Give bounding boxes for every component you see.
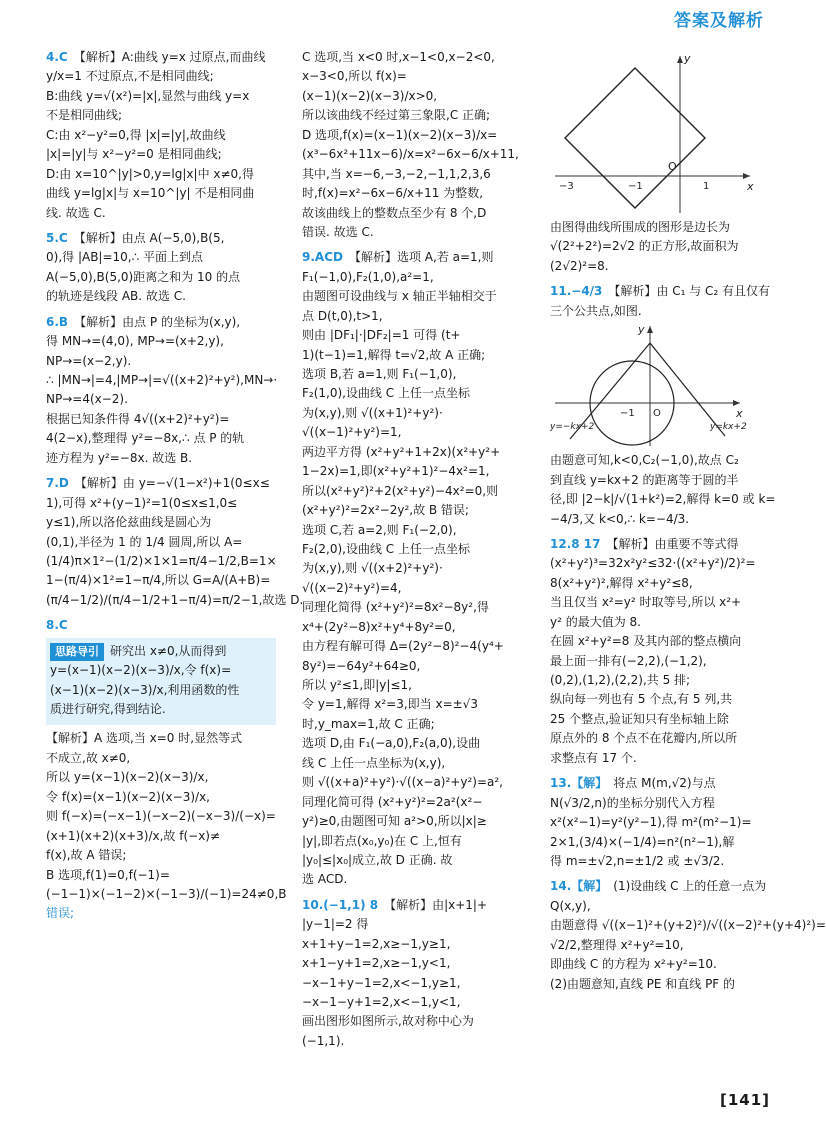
question-14 (550, 877, 826, 994)
text-line: F₂(1,0),设曲线 C 上任一点坐标 (302, 386, 470, 401)
text-line: 则 f(−x)=(−x−1)(−x−2)(−x−3)/(−x)= (46, 809, 276, 824)
x-axis-label: x (747, 180, 754, 193)
text-line: 则 √((x+a)²+y²)·√((x−a)²+y²)=a², (302, 775, 503, 790)
text-line: 线 C 上任一点坐标为(x,y), (302, 755, 446, 770)
text-line: 即曲线 C 的方程为 x²+y²=10. (550, 957, 717, 972)
text-line: 曲线 y=lg|x|与 x=10^|y| 不是相同曲 (46, 186, 255, 201)
figure-10-square-graph (550, 48, 770, 218)
text-line: 同理化简可得 (x²+y²)²=2a²(x²− (302, 794, 483, 809)
text-line: 径,即 |2−k|/√(1+k²)=2,解得 k=0 或 k= (550, 492, 776, 507)
text-line: 25 个整点,验证知只有坐标轴上除 (550, 711, 729, 726)
answer: C (58, 230, 68, 245)
question-number: 11. (550, 284, 572, 299)
text-line: 所以 y²≤1,即|y|≤1, (302, 678, 412, 692)
text-line: 时,y_max=1,故 C 正确; (302, 716, 435, 731)
answer: B (58, 314, 69, 329)
tick-label: −3 (559, 181, 574, 192)
text-line: 由方程有解可得 Δ=(2y²−8)²−4(y⁴+ (302, 639, 504, 654)
text-line: B 选项,f(1)=0,f(−1)= (46, 867, 170, 882)
tick-label: 1 (703, 181, 710, 192)
question-number: 6. (46, 314, 59, 329)
x-axis-arrow (733, 400, 740, 406)
text-line: 点 D(t,0),t>1, (302, 308, 383, 323)
text-line: 所以该曲线不经过第三象限,C 正确; (302, 108, 491, 123)
text-line: 令 y=1,解得 x²=3,即当 x=±√3 (302, 697, 478, 712)
text-line: 令 f(x)=(x−1)(x−2)(x−3)/x, (46, 789, 210, 804)
text-line: 【解析】由点 P 的坐标为(x,y), (74, 314, 241, 329)
text-line: (π/4−1/2)/(π/4−1/2+1−π/4)=π/2−1,故选 D. (46, 592, 304, 607)
text-line: (x²+y²)²=2x²−2y²,故 B 错误; (302, 503, 469, 518)
figure-11-circle-lines (550, 321, 770, 451)
text-line: −x−1−y+1=2,x<−1,y<1, (302, 995, 461, 1009)
text-line: 错误; (46, 906, 75, 921)
text-line: 【解析】由重要不等式得 (606, 536, 739, 551)
text-line: (x−1)(x−2)(x−3)/x,利用函数的性 (50, 682, 240, 697)
text-line: y/x=1 不过原点,不是相同曲线; (46, 69, 214, 84)
text-line: √(2²+2²)=2√2 的正方形,故面积为 (550, 239, 739, 254)
question-5 (46, 229, 276, 307)
question-number: 12. (550, 536, 572, 551)
text-line: 为(x,y),则 √((x+1)²+y²)· (302, 405, 443, 420)
text-line: 原点外的 8 个点不在花瓣内,所以所 (550, 731, 738, 746)
question-number: 8. (46, 618, 59, 633)
text-line: 由图得曲线所围成的图形是边长为 (550, 220, 731, 234)
y-axis-arrow (677, 56, 683, 63)
text-line: NP→=4(x−2). (46, 392, 128, 407)
text-line: NP→=(x−2,y). (46, 353, 132, 368)
column-2 (302, 48, 520, 1057)
text-line: 当且仅当 x²=y² 时取等号,所以 x²+ (550, 595, 742, 610)
text-line: 不成立,故 x≠0, (46, 750, 131, 765)
text-line: 【解析】A 选项,当 x=0 时,显然等式 (46, 731, 243, 746)
text-line: 得 MN→=(4,0), MP→=(x+2,y), (46, 334, 224, 349)
text-line: F₁(−1,0),F₂(1,0),a²=1, (302, 269, 434, 284)
text-line: |x|=|y|与 x²−y²=0 是相同曲线; (46, 147, 222, 162)
text-line: D 选项,f(x)=(x−1)(x−2)(x−3)/x= (302, 127, 498, 142)
answer: 【解】 (571, 879, 608, 894)
text-line: 其中,当 x=−6,−3,−2,−1,1,2,3,6 (302, 166, 491, 181)
text-line: 选项 C,若 a=2,则 F₁(−2,0), (302, 522, 457, 537)
text-line: x+1−y+1=2,x≥−1,y<1, (302, 956, 451, 971)
text-line: y≤1),所以洛伦兹曲线是圆心为 (46, 515, 212, 530)
text-line: 最上面一排有(−2,2),(−1,2), (550, 653, 707, 668)
question-10 (302, 896, 520, 1052)
text-line: 在圆 x²+y²=8 及其内部的整点横向 (550, 634, 742, 649)
question-10-continued (550, 218, 772, 276)
text-line: (−1−1)×(−1−2)×(−1−3)/(−1)=24≠0,B (46, 886, 287, 901)
answer: 8 17 (571, 536, 601, 551)
answer: (−1,1) 8 (323, 897, 379, 912)
text-line: F₂(2,0),设曲线 C 上任一点坐标 (302, 541, 470, 556)
text-line: 不是相同曲线; (46, 108, 123, 123)
answer: ACD (314, 250, 343, 265)
text-line: (−1,1). (302, 1033, 345, 1048)
text-line: 2×1,(3/4)×(−1/4)=n²(n²−1),解 (550, 834, 735, 849)
text-line: x+1+y−1=2,x≥−1,y≥1, (302, 936, 451, 951)
text-line: 选项 B,若 a=1,则 F₁(−1,0), (302, 367, 457, 381)
page-number: [141] (719, 1090, 770, 1109)
text-line: 错误. 故选 C. (302, 224, 374, 239)
text-line: 为(x,y),则 √((x+2)²+y²)· (302, 561, 443, 576)
text-line: 由题意得 √((x−1)²+(y+2)²)/√((x−2)²+(y+4)²)= (550, 918, 826, 933)
text-line: 1−2x)=1,即(x²+y²+1)²−4x²=1, (302, 464, 490, 479)
text-line: y=(x−1)(x−2)(x−3)/x,令 f(x)= (50, 663, 232, 678)
text-line: 由题意可知,k<0,C₂(−1,0),故点 C₂ (550, 453, 739, 468)
question-number: 9. (302, 250, 315, 265)
text-line: 画出图形如图所示,故对称中心为 (302, 1014, 474, 1029)
text-line: 1)(t−1)=1,解得 t=√2,故 A 正确; (302, 347, 486, 362)
text-line: B:曲线 y=√(x²)=|x|,显然与曲线 y=x (46, 88, 250, 103)
text-line: Q(x,y), (550, 898, 591, 913)
text-line: |y|,即若点(x₀,y₀)在 C 上,恒有 (302, 833, 462, 848)
text-line: 则由 |DF₁|·|DF₂|=1 可得 (t+ (302, 328, 461, 343)
question-number: 5. (46, 230, 59, 245)
x-axis-label: x (736, 407, 743, 421)
text-line: 1−(π/4)×1²=1−π/4,所以 G=A/(A+B)= (46, 573, 271, 588)
text-line: (x³−6x²+11x−6)/x=x²−6x−6/x+11, (302, 147, 519, 162)
question-11 (550, 282, 776, 529)
text-line: 求整点有 17 个. (550, 750, 637, 765)
text-line: 质进行研究,得到结论. (50, 702, 166, 716)
text-line: C:由 x²−y²=0,得 |x|=|y|,故曲线 (46, 127, 226, 142)
origin-label: O (668, 160, 677, 173)
text-line: 时,f(x)=x²−6x−6/x+11 为整数, (302, 186, 484, 201)
column-1 (46, 48, 304, 930)
header-title: 答案及解析 (674, 11, 764, 31)
text-line: 同理化简得 (x²+y²)²=8x²−8y²,得 (302, 600, 489, 615)
text-line: 【解析】A:曲线 y=x 过原点,而曲线 (73, 50, 266, 64)
text-line: 【解析】由 y=−√(1−x²)+1(0≤x≤ (74, 476, 270, 491)
answer: D (58, 476, 69, 491)
text-line: (1)设曲线 C 上的任意一点为 (613, 879, 767, 894)
text-line: −x−1+y−1=2,x<−1,y≥1, (302, 975, 461, 990)
question-number: 14. (550, 879, 572, 894)
origin-label: O (653, 408, 661, 420)
answer: 【解】 (571, 776, 608, 791)
text-line: 【解析】由|x+1|+ (384, 897, 488, 912)
text-line: 到直线 y=kx+2 的距离等于圆的半 (550, 472, 739, 487)
text-line: 0),得 |AB|=10,∴ 平面上到点 (46, 250, 204, 265)
text-line: (x−1)(x−2)(x−3)/x>0, (302, 88, 438, 103)
text-line: (x+1)(x+2)(x+3)/x,故 f(−x)≠ (46, 828, 221, 843)
x-axis-arrow (743, 173, 750, 179)
text-line: y² 的最大值为 8. (550, 614, 641, 629)
text-line: (2)由题意知,直线 PE 和直线 PF 的 (550, 976, 736, 991)
text-line: 所以 y=(x−1)(x−2)(x−3)/x, (46, 770, 209, 785)
question-6 (46, 313, 276, 469)
text-line: 4(2−x),整理得 y²=−8x,∴ 点 P 的轨 (46, 431, 245, 446)
y-axis-label: y (638, 323, 645, 337)
text-line: 线. 故选 C. (46, 205, 106, 220)
text-line: √2/2,整理得 x²+y²=10, (550, 937, 684, 952)
text-line: 故该曲线上的整数点至少有 8 个,D (302, 205, 487, 220)
text-line: x−3<0,所以 f(x)= (302, 69, 407, 84)
column-3 (550, 48, 826, 1000)
text-line: N(√3/2,n)的坐标分别代入方程 (550, 795, 715, 810)
text-line: 【解析】由 C₁ 与 C₂ 有且仅有 (608, 284, 771, 299)
text-line: y²)≥0,由题图可知 a²>0,所以|x|≥ (302, 814, 487, 829)
y-axis-label: y (684, 52, 691, 65)
tick-label: −1 (628, 181, 643, 192)
text-line: √((x−1)²+y²)=1, (302, 425, 402, 440)
question-7 (46, 474, 304, 610)
tick-label: −1 (620, 408, 635, 420)
text-line: 所以(x²+y²)²+2(x²+y²)−4x²=0,则 (302, 483, 499, 498)
text-line: C 选项,当 x<0 时,x−1<0,x−2<0, (302, 50, 495, 64)
text-line: 根据已知条件得 4√((x+2)²+y²)= (46, 411, 230, 426)
text-line: (1/4)π×1²−(1/2)×1×1=π/4−1/2,B=1× (46, 553, 277, 568)
text-line: 【解析】由点 A(−5,0),B(5, (73, 230, 225, 245)
y-axis-arrow (647, 326, 653, 333)
question-13 (550, 774, 772, 871)
text-line: 由题图可设曲线与 x 轴正半轴相交于 (302, 289, 497, 304)
text-line: 的轨迹是线段 AB. 故选 C. (46, 289, 186, 304)
text-line: |y−1|=2 得 (302, 917, 369, 932)
question-number: 13. (550, 776, 572, 791)
text-line: x⁴+(2y²−8)x²+y⁴+8y²=0, (302, 619, 456, 634)
text-line: 纵向每一列也有 5 个点,有 5 列,共 (550, 692, 733, 707)
text-line: 研究出 x≠0,从而得到 (110, 643, 227, 658)
answer: −4/3 (571, 284, 603, 299)
text-line: 1),可得 x²+(y−1)²=1(0≤x≤1,0≤ (46, 495, 238, 510)
text-line: 8(x²+y²)²,解得 x²+y²≤8, (550, 575, 693, 590)
text-line: D:由 x=10^|y|>0,y=lg|x|中 x≠0,得 (46, 166, 254, 181)
question-number: 10. (302, 897, 324, 912)
text-line: 【解析】选项 A,若 a=1,则 (348, 250, 494, 265)
question-8 (46, 616, 287, 924)
text-line: √((x−2)²+y²)=4, (302, 580, 402, 595)
answer: C (58, 50, 68, 64)
text-line: |y₀|≤|x₀|成立,故 D 正确. 故 (302, 852, 453, 867)
right-line-label: y=kx+2 (710, 422, 747, 433)
text-line: 三个公共点,如图. (550, 303, 642, 318)
text-line: A(−5,0),B(5,0)距离之和为 10 的点 (46, 269, 241, 284)
text-line: 得 m=±√2,n=±1/2 或 ±√3/2. (550, 853, 725, 868)
text-line: 两边平方得 (x²+y²+1+2x)(x²+y²+ (302, 444, 501, 459)
text-line: (0,2),(1,2),(2,2),共 5 排; (550, 673, 691, 687)
question-number: 7. (46, 476, 59, 491)
text-line: f(x),故 A 错误; (46, 848, 127, 863)
text-line: 选项 D,由 F₁(−a,0),F₂(a,0),设曲 (302, 736, 481, 751)
text-line: 迹方程为 y²=−8x. 故选 B. (46, 450, 193, 465)
question-8-continued (302, 48, 520, 242)
question-9 (302, 248, 520, 889)
text-line: 选 ACD. (302, 872, 348, 887)
answer: C (58, 618, 68, 633)
text-line: −4/3,又 k<0,∴ k=−4/3. (550, 511, 690, 526)
text-line: (x²+y²)³=32x²y²≤32·((x²+y²)/2)²= (550, 556, 756, 571)
left-line-label: y=−kx+2 (550, 422, 595, 433)
question-4 (46, 48, 276, 223)
question-number: 4. (46, 50, 59, 64)
thinking-guide-tag: 思路导引 (50, 643, 104, 661)
text-line: (0,1),半径为 1 的 1/4 圆周,所以 A= (46, 534, 243, 549)
question-12 (550, 535, 772, 768)
text-line: ∴ |MN→|=4,|MP→|=√((x+2)²+y²),MN→· (46, 373, 278, 387)
text-line: (2√2)²=8. (550, 258, 609, 273)
text-line: 8y²)=−64y²+64≥0, (302, 658, 421, 673)
thinking-guide-box (46, 638, 276, 726)
text-line: x²(x²−1)=y²(y²−1),得 m²(m²−1)= (550, 815, 752, 830)
text-line: 将点 M(m,√2)与点 (613, 776, 716, 791)
